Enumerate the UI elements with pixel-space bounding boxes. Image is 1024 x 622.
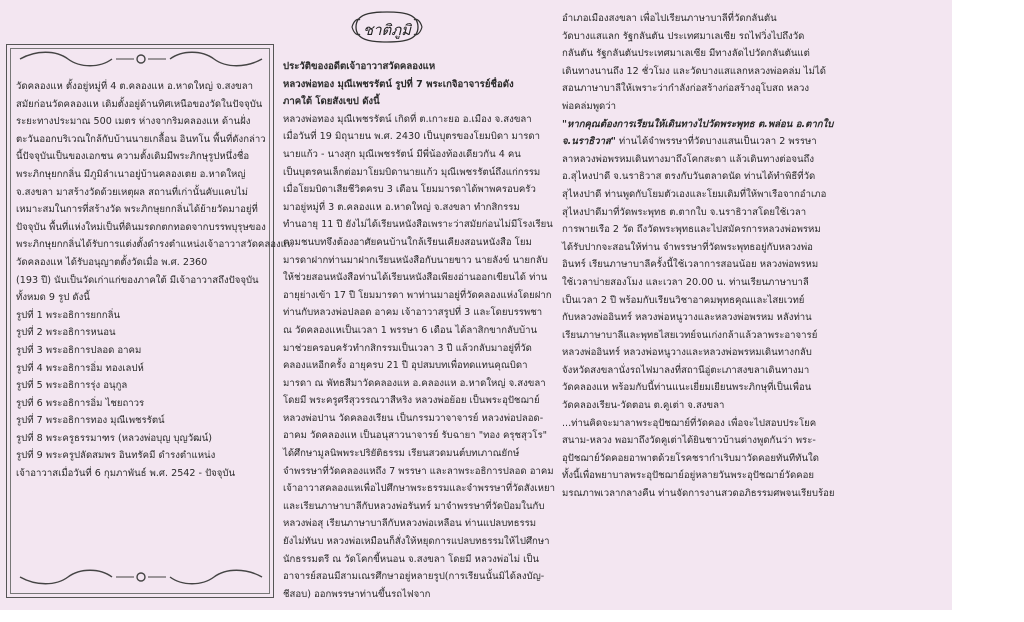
biography-line: มารดา ณ พัทธสีมาวัดคลองแห อ.คลองแห อ.หาดใหญ่ จ.สงขลา xyxy=(283,377,546,389)
biography-line: ลาหลวงพ่อพรหมเดินทางมาถึงโคกสะตา แล้วเดินทางต่อจนถึง xyxy=(562,153,815,165)
intro-line: สมัยก่อนวัดคลองแห เดิมตั้งอยู่ด้านทิศเหนือของวัดในปัจจุบัน xyxy=(16,98,263,110)
biography-line: ทั้งนี้เพื่อพยาบาลพระอุปัชฌาย์อยู่หลายวันพระอุปัชฌาย์วัดคอย xyxy=(562,470,814,482)
abbot-list-item: รูปที่ 4 พระอธิการอิ่ม ทองเลปห์ xyxy=(16,362,144,374)
biography-line: ตามชนบทจึงต้องอาศัยคนบ้านใกล้เรียนเคียงสอนหนังสือ โยม xyxy=(283,236,532,248)
biography-line: อำเภอเมืองสงขลา เพื่อไปเรียนภาษาบาลีที่วัดกลันตัน xyxy=(562,13,777,24)
intro-line: ปัจจุบัน พื้นที่แห่งใหม่เป็นที่ดินมรดกตกทอดจากบรรพบุรุษของ xyxy=(16,221,266,233)
abbot-list-item: รูปที่ 5 พระอธิการรุ่ง อนุกูล xyxy=(16,380,128,392)
intro-line: จ.สงขลา มาสร้างวัดด้วยเหตุผล สถานที่เก่านั้นคับแคบไม่ xyxy=(16,186,248,198)
biography-line: หลวงพ่อทอง มุณีเพชรรัตน์ เกิดที่ ต.เกาะยอ อ.เมือง จ.สงขลา xyxy=(283,113,532,125)
biography-line: วัดคลองเรียน-วัดตอน ต.คูเต่า จ.สงขลา xyxy=(562,400,725,412)
intro-line: นี้ปัจจุบันเป็นของเอกชน ความตั้งเดิมมีพระภิกษุรูปหนึ่งชื่อ xyxy=(16,151,250,163)
biography-line: ณ วัดคลองแหเป็นเวลา 1 พรรษา 6 เดือน ได้ลาสิกขากลับบ้าน xyxy=(283,324,538,336)
biography-line: สุไหงปาดี ท่านพูดกับโยมตัวเองและโยมเดิมที่ให้พาเรือจากอำเภอ xyxy=(562,188,827,200)
biography-line-tail: ท่านได้จำพรรษาที่วัดบางแสนเป็นเวลา 2 พรรษา xyxy=(615,136,817,148)
biography-line: มาช่วยครอบครัวทำกสิกรรมเป็นเวลา 3 ปี แล้วกลับมาอยู่ที่วัด xyxy=(283,342,532,354)
abbot-list-item: รูปที่ 3 พระอธิการปลอด อาคม xyxy=(16,344,142,356)
biography-line: ยังไม่ทันบ หลวงพ่อเหมือนก็สั่งให้หยุดการแปลบทธรรมให้ไปศึกษา xyxy=(283,536,550,548)
quote-line: จ.นราธิวาส" xyxy=(562,136,616,148)
biography-line: โดยมี พระครูศรีสุวรรณวาสีหริง หลวงพ่อย้อย เป็นพระอุปัชฌาย์ xyxy=(283,395,540,407)
biography-line: นักธรรมตรี ณ วัดโคกขี้หนอน จ.สงขลา โดยมี หลวงพ่อไม่ เป็น xyxy=(283,553,539,565)
biography-line: ให้ช่วยสอนหนังสือท่านได้เรียนหนังสือเพียงอ่านออกเขียนได้ ท่าน xyxy=(283,272,548,284)
biography-line: นายแก้ว - นางสุก มุณีเพชรรัตน์ มีพี่น้องท้องเดียวกัน 4 คน xyxy=(283,148,521,160)
intro-line: พระภิกษุยกกลิ่น มีภูมิลำเนาอยู่บ้านคลองเตย อ.หาดใหญ่ xyxy=(16,168,246,180)
biography-line: ท่านกับหลวงพ่อปลอด อาคม เจ้าอาวาสรูปที่ 3 และโดยบรรพชา xyxy=(283,307,543,319)
biography-line: มรณภาพเวลากลางคืน ท่านจัดการงานสวดอภิธรรมศพจนเรียบร้อย xyxy=(562,488,835,500)
abbot-biography-text xyxy=(283,58,555,603)
quote-line: "หากคุณต้องการเรียนให้เดินทางไปวัดพระพุทธ ต.พล่อน อ.ตากใบ xyxy=(562,118,834,130)
biography-title-line: ประวัติของอดีตเจ้าอาวาสวัดคลองแห xyxy=(283,61,436,72)
biography-line: ...ท่านคิดจะมาลาพระอุปัชฌาย์ที่วัดคอง เพื่อจะไปสอบประโยค xyxy=(562,417,817,429)
biography-line: กลันตัน รัฐกลันตันประเทศมาเลเซีย มีทางลัดไปวัดกลันตันแต่ xyxy=(562,48,810,60)
biography-line: เป็นเวลา 2 ปี พร้อมกับเรียนวิชาอาคมพุทธคุณและไสยเวทย์ xyxy=(562,294,805,306)
biography-continued-text xyxy=(562,10,835,503)
biography-line: หลวงพ่อสุ เรียนภาษาบาลีกับหลวงพ่อเหลือน ท่านแปลบทธรรม xyxy=(283,518,537,530)
biography-line: อุปัชฌาย์วัดคอยอาพาตด้วยโรคชรากำเริบมาวัดคอยทันทีทันใด xyxy=(562,452,819,464)
biography-line: เดินทางนานถึง 12 ชั่วโมง และวัดบางแสแลกหลวงพ่อคล่ม ไม่ได้ xyxy=(562,65,827,77)
quote-line-with-tail xyxy=(562,133,817,151)
biography-line: วัดคลองแห พร้อมกับนี้ท่านแนะเยี่ยมเยียนพระภิกษุที่เป็นเพื่อน xyxy=(562,382,812,394)
biography-line: อายุย่างเข้า 17 ปี โยมมารดา พาท่านมาอยู่ที่วัดคลองแห่งโดยฝาก xyxy=(283,289,552,301)
section-title: ชาติภูมิ xyxy=(362,21,412,39)
biography-line: เจ้าอาวาสคลองแหเพื่อไปศึกษาพระธรรมและจำพรรษาที่วัดสังเหยา xyxy=(283,483,555,495)
top-flourish-ornament xyxy=(16,48,266,70)
biography-line: วัดบางแสแลก รัฐกลันตัน ประเทศมาเลเซีย รถไฟวิ่งไปถึงวัด xyxy=(562,30,805,42)
intro-line: ตะวันออกบริเวณใกล้กับบ้านนายเกลื้อน อินทโน พื้นที่ดังกล่าว xyxy=(16,133,266,145)
intro-line: วัดคลองแห ตั้งอยู่หมู่ที่ 4 ต.คลองแห อ.หาดใหญ่ จ.สงขลา xyxy=(16,81,253,92)
temple-history-text xyxy=(16,78,294,483)
intro-line: ทั้งหมด 9 รูป ดังนี้ xyxy=(16,292,90,304)
biography-line: หลวงพ่ออินทร์ หลวงพ่อหนูวางและหลวงพ่อพรหมเดินทางกลับ xyxy=(562,347,812,359)
biography-line: เรียนภาษาบาลีและพุทธไสยเวทย์จนเก่งกล้าแล้วลาพระอาจารย์ xyxy=(562,329,818,341)
bottom-flourish-ornament xyxy=(16,566,266,588)
biography-line: ทำนอายุ 11 ปี ยังไม่ได้เรียนหนังสือเพราะว่าสมัยก่อนไม่มีโรงเรียน xyxy=(283,219,553,231)
biography-line: ได้ศึกษามูลนิพพระปริยัติธรรม เรียนสวดมนต์บทเภาณยักษ์ xyxy=(283,448,520,460)
biography-line: ได้รับปากจะสอนให้ท่าน จำพรรษาที่วัดพระพุทธอยู่กับหลวงพ่อ xyxy=(562,241,813,253)
biography-line: เป็นบุตรคนเล็กต่อมาโยมบิดานายแก้ว มุณีเพชรรัตน์ถึงแก่กรรม xyxy=(283,166,541,178)
biography-line: กับหลวงพ่ออินทร์ หลวงพ่อหนูวางและหลวงพ่อพรหม หลังท่าน xyxy=(562,312,812,324)
biography-line: อาคม วัดคลองแห เป็นอนุสาวนาจารย์ รับฉายา "ทอง ครุชสุวโร" xyxy=(283,430,548,442)
intro-line: ระยะทางประมาณ 500 เมตร ห่างจากริมคลองแห ด้านฝั่ง xyxy=(16,116,251,128)
abbot-list-item: รูปที่ 1 พระอธิการยกกลิ่น xyxy=(16,309,121,321)
abbot-list-item: รูปที่ 6 พระอธิการอิ่ม ไชยถาวร xyxy=(16,397,145,409)
abbot-list-item: รูปที่ 8 พระครูธรรมาฑร (หลวงพ่อบุญ บุญวัฒน์) xyxy=(16,432,213,444)
biography-line: มารดาฝากท่านมาฝากเรียนหนังสือกับนายขาว นายลังข์ นายกลับ xyxy=(283,254,548,266)
biography-line: หลวงพ่อปาน วัดคลองเรียน เป็นกรรมวาจาจารย์ หลวงพ่อปลอด- xyxy=(283,412,544,424)
abbot-list-item: รูปที่ 7 พระอธิการทอง มุณีเพชรรัตน์ xyxy=(16,415,165,427)
biography-line: และเรียนภาษาบาลีกับหลวงพ่อรันทร์ มาจำพรรษาที่วัดป้อมในกับ xyxy=(283,500,545,512)
biography-title-line: ภาคใต้ โดยสังเขป ดังนี้ xyxy=(283,96,380,108)
intro-line: พระภิกษุยกกลิ่นได้รับการแต่งตั้งดำรงตำแหน่งเจ้าอาวาสวัดคลองแห xyxy=(16,239,294,251)
intro-line: (193 ปี) นับเป็นวัดเก่าแก่ของภาคใต้ มีเจ้าอาวาสถึงปัจจุบัน xyxy=(16,274,259,286)
abbot-list-item: เจ้าอาวาสเมื่อวันที่ 6 กุมภาพันธ์ พ.ศ. 2542 - ปัจจุบัน xyxy=(16,468,236,480)
biography-line: การพายเรือ 2 วัด ถึงวัดพระพุทธและไปสมัครการหลวงพ่อพรหม xyxy=(562,224,821,236)
biography-line: อ.สุไหงปาดี จ.นราธิวาส ตรงกับวันตลาดนัด ท่านได้ทำพิธีที่วัด xyxy=(562,171,816,183)
biography-line: สุไหงปาดีมาที่วัดพระพุทธ ต.ตากใบ จ.นราธิวาสโดยใช้เวลา xyxy=(562,206,807,218)
biography-line: คลองแหอีกครั้ง อายุครบ 21 ปี อุปสมบทเพื่อทดแทนคุณบิดา xyxy=(283,360,528,372)
intro-line: เหมาะสมในการที่สร้างวัด พระภิกษุยกกลิ่นได้ย้ายวัดมาอยู่ที่ xyxy=(16,204,258,216)
biography-title-line: หลวงพ่อทอง มุณีเพชรรัตน์ รูปที่ 7 พระเกจิอาจารย์ชื่อดัง xyxy=(283,78,514,90)
biography-line: สนาม-หลวง พอมาถึงวัดคูเต่าได้ยินชาวบ้านต่างพูดกันว่า พระ- xyxy=(562,435,816,447)
section-heading-ornament xyxy=(350,8,424,46)
biography-line: อินทร์ เรียนภาษาบาลีครั้งนี้ใช้เวลาการสอนน้อย หลวงพ่อพรหม xyxy=(562,259,819,271)
intro-line: วัดคลองแห ได้รับอนุญาตตั้งวัดเมื่อ พ.ศ. 2360 xyxy=(16,256,208,268)
biography-line: สอนภาษาบาลีให้เพราะว่ากำลังก่อสร้างก่อสร้างอุโบสถ หลวง xyxy=(562,83,810,95)
biography-line: จำพรรษาที่วัดคลองแหถึง 7 พรรษา และลาพระอธิการปลอด อาคม xyxy=(283,465,554,477)
biography-line: จังหวัดสงขลานั่งรถไฟมาลงที่สถานีอู่ตะเภาสงขลาเดินทางมา xyxy=(562,364,810,376)
abbot-list-item: รูปที่ 9 พระครูปลัดสมพร อินทรัคมี ดำรงตำแหน่ง xyxy=(16,450,216,462)
biography-line: เมื่อโยมบิดาเสียชีวิตครบ 3 เดือน โยมมารดาได้พาพครอบครัว xyxy=(283,184,536,196)
biography-line: ใช้เวลาบ่ายสองโมง และเวลา 20.00 น. ท่านเรียนภาษาบาลี xyxy=(562,276,809,288)
biography-line: พ่อคล่มพูดว่า xyxy=(562,100,617,112)
biography-line: ชีสอบ) ออกพรรษาท่านขึ้นรถไฟจาก xyxy=(283,588,431,600)
abbot-list-item: รูปที่ 2 พระอธิการหนอน xyxy=(16,327,116,339)
biography-line: อาจารย์สอนมีสามเณรศึกษาอยู่หลายรูป(การเรียนนั้นมิได้ลงบัญ- xyxy=(283,571,545,583)
biography-line: เมื่อวันที่ 19 มิถุนายน พ.ศ. 2430 เป็นบุตรของโยมบิดา มารดา xyxy=(283,131,541,143)
biography-line: มาอยู่หมู่ที่ 3 ต.คลองแห อ.หาดใหญ่ จ.สงขลา ทำกสิกรรม xyxy=(283,201,520,213)
